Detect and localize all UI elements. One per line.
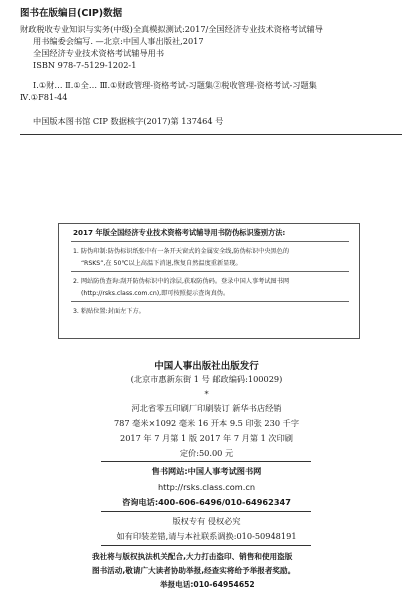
notice-divider [71, 241, 349, 242]
cip-title-line: 财政税收专业知识与实务(中级)全真模拟测试:2017/全国经济专业技术资格考试辅导 [20, 24, 323, 34]
notice-item-web: 2. 网站防伪查询:刮开防伪标识中的涂层,获取防伪码。登录中国人事考试图书网 [73, 278, 290, 285]
divider [101, 545, 311, 546]
divider [101, 511, 311, 512]
website-label: 售书网站:中国人事考试图书网 [151, 466, 262, 476]
price: 定价:50.00 元 [179, 448, 234, 458]
report-phone: 举报电话:010-64954652 [160, 580, 255, 589]
contact-info: 如有印装差错,请与本社联系调换:010-50948191 [116, 531, 297, 541]
notice-item-web-cont: (http://rsks.class.com.cn),即可按照提示查询真伪。 [81, 290, 230, 297]
cip-catalog-number: 中国版本图书馆 CIP 数据核字(2017)第 137464 号 [33, 116, 224, 126]
anti-piracy-statement: 我社将与版权执法机关配合,大力打击盗印、销售和使用盗版 [92, 552, 293, 561]
printer-info: 河北省零五印刷厂印刷装订 新华书店经销 [131, 403, 282, 413]
cip-heading: 图书在版编目(CIP)数据 [20, 8, 123, 19]
rights-notice: 版权专有 侵权必究 [172, 516, 241, 526]
divider [101, 461, 311, 462]
cip-subject: Ⅰ.①财… Ⅱ.①全… Ⅲ.①财政管理-资格考试-习题集②税收管理-资格考试-习题集 [33, 80, 317, 90]
publisher-address: (北京市惠新东街 1 号 邮政编码:100029) [130, 374, 283, 384]
cip-title-line-cont: 用书编委会编写. —北京:中国人事出版社,2017 [33, 36, 204, 46]
separator-star: * [204, 389, 209, 399]
edition-info: 2017 年 7 月第 1 版 2017 年 7 月第 1 次印刷 [119, 433, 293, 443]
notice-divider [71, 301, 349, 302]
anti-piracy-statement-cont: 图书活动,敬请广大读者协助举报,经查实将给予举报者奖励。 [92, 566, 296, 575]
phone-info: 咨询电话:400-606-6496/010-64962347 [122, 497, 291, 507]
publisher-name: 中国人事出版社出版发行 [154, 361, 259, 372]
notice-item-position: 3. 粘贴位置:封面左下方。 [73, 308, 145, 315]
anti-counterfeit-notice [58, 223, 360, 339]
format-info: 787 毫米×1092 毫米 16 开本 9.5 印张 230 千字 [113, 418, 300, 428]
cip-subject-cont: Ⅳ.①F81-44 [20, 92, 68, 102]
cip-series: 全国经济专业技术资格考试辅导用书 [33, 48, 165, 58]
notice-title: 2017 年版全国经济专业技术资格考试辅导用书防伪标识鉴别方法: [73, 228, 286, 237]
cip-divider [20, 134, 402, 135]
cip-isbn: ISBN 978-7-5129-1202-1 [33, 60, 137, 70]
notice-item-print-cont: “RSKS”,在 50℃以上高温下消退,恢复自然温度重新显现。 [81, 260, 242, 267]
notice-divider [71, 271, 349, 272]
website-url: http://rsks.class.com.cn [157, 482, 256, 492]
notice-item-print: 1. 防伪印制:防伪标识纸张中有一条开天窗式的金属安全线,防伪标识中央黑色的 [73, 248, 290, 255]
